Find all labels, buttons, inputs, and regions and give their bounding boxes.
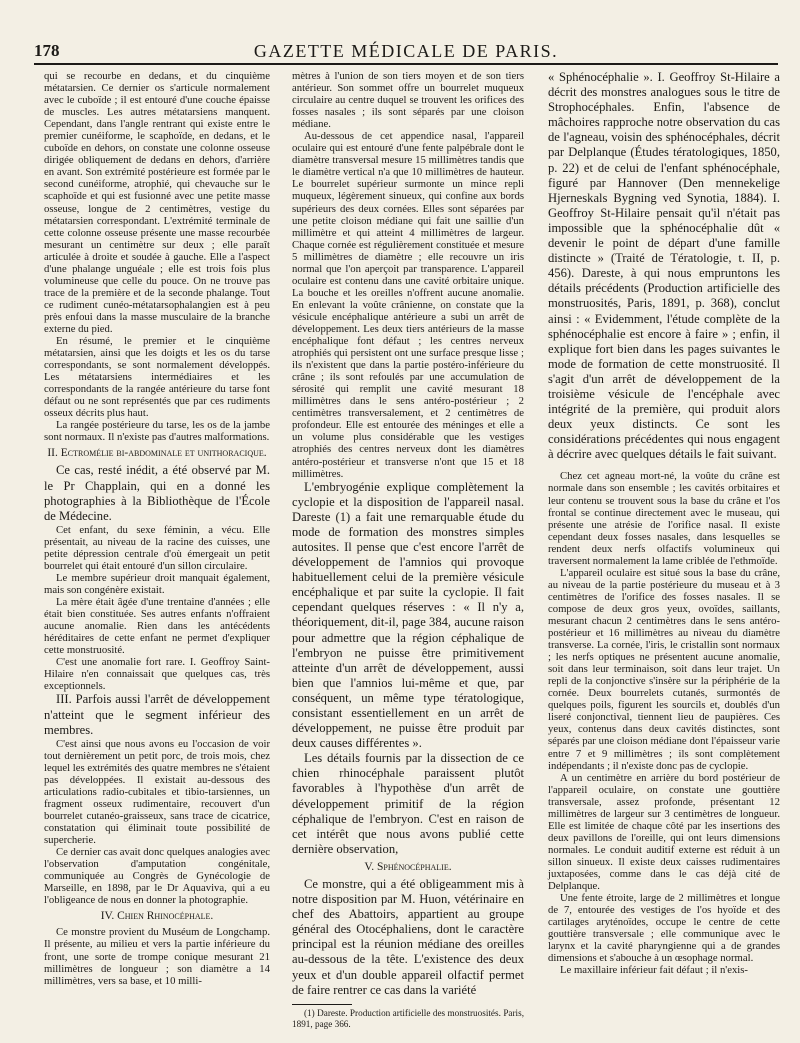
paragraph: L'appareil oculaire est situé sous la base du crâne, au niveau de la partie postérieure du museau et à 3 centimètres de l'orifice des fosses nasales. Il se compose de deux gros yeux, ovoïdes, saillants, mesurant chacun 2 centimètres dans le sens antéro-postérieur et 16 millimètres au niveau du diamètre transverse. La cornée, l'iris, le cristallin sont normaux ; les nerfs optiques ne présentent aucune anomalie, soit dans leur terminaison, soit dans leur trajet. Un repli de la conjonctive s'insère sur la périphérie de la cornée. Deux bourrelets cutanés, surmontés de quelques poils, figurent les sourcils et, doublés d'un liseré conjonctival, tiennent lieu de paupières. Ces yeux, contenus dans deux cavités distinctes, sont séparés par une cloison médiane dont l'épaisseur varie entre 7 et 9 millimètres ; ils sont complètement indépendants ; il n'existe donc pas de cyclopie. <box>548 566 780 772</box>
footnote-rule <box>292 1004 352 1005</box>
header-rule <box>34 63 778 65</box>
page-number: 178 <box>34 41 60 60</box>
paragraph: C'est ainsi que nous avons eu l'occasion de voir tout dernièrement un petit porc, de trois mois, chez lequel les extrémités des quatre membres ne s'étaient pas développées. Il existait au-dessous des articulations radio-cubitales et tibio-tarsiennes, un fragment osseux rudimentaire, recouvert d'un bourrelet cutanéo-graisseux, sans trace de cicatrice, constatation qui éliminait toute possibilité de supercherie. <box>44 737 270 847</box>
journal-title: GAZETTE MÉDICALE DE PARIS. <box>253 41 559 61</box>
paragraph: Au-dessous de cet appendice nasal, l'appareil oculaire qui est entouré d'une fente palpébrale dont le diamètre transversal mesure 15 millimètres tandis que le diamètre vertical n'a que 10 millimètres de hauteur. Le bourrelet supérieur surmonte un mince repli muqueux, légèrement sinueux, qui confine aux bords supérieurs des deux cornées. Elles sont séparées par une petite cloison médiane qui fait une saillie d'un millimètre et qui atteint 4 millimètres de largeur. Chaque cornée est régulièrement constituée et mesure 5 millimètres de diamètre ; elle recouvre un iris normal que l'on aperçoit par transparence. L'appareil oculaire est contenu dans une cavité orbitaire unique. La bouche et les oreilles n'offrent aucune anomalie. En enlevant la voûte crânienne, on constate que la vésicule encéphalique antérieure a subi un arrêt de développement. Les deux tiers antérieurs de la masse encéphalique font défaut ; les centres nerveux atrophiés qui persistent ont une surface presque lisse ; ils n'existent que dans la partie postéro-inférieure du crâne ; ils sont refoulés par une accumulation de sérosité qui remplit une cavité mesurant 18 millimètres dans le sens antéro-postérieur ; 2 centimètres transversalement, et 2 centimètres de profondeur. Elle est entourée des méninges et elle a un volume plus considérable que les vestiges atrophiés des centres nerveux dont les diamètres antéro-postérieur et transverse n'ont que 15 et 18 millimètres. <box>292 130 524 480</box>
paragraph: A un centimètre en arrière du bord postérieur de l'appareil oculaire, on constate une gouttière transversale, assez profonde, présentant 12 millimètres de largeur sur 3 centimètres de longueur. Elle est limitée de chaque côté par les insertions des deux pavillons de l'oreille, qui ont leurs dimensions normales. Le conduit auditif externe est réduit à un sillon sinueux. Il existe deux caisses rudimentaires juxtaposées, comme dans le cas déjà cité de Delplanque. <box>548 771 780 893</box>
section-heading: III. Parfois aussi l'arrêt de développement n'atteint que le segment inférieur des membres. <box>44 692 270 737</box>
section-heading: II. Ectromélie bi-abdominale et unithoracique. <box>47 447 267 460</box>
footnote: (1) Dareste. Production artificielle des monstruosités. Paris, 1891, page 366. <box>292 1007 524 1029</box>
paragraph: La mère était âgée d'une trentaine d'années ; elle était bien constituée. Ses autres enfants n'offraient aucune anomalie. Rien dans les antécédents héréditaires de cette enfant ne permet d'expliquer cette monstruosité. <box>44 596 270 657</box>
paragraph: L'embryogénie explique complètement la cyclopie et la disposition de l'appareil nasal. Dareste (1) a fait une remarquable étude du mode de formation des monstres simples autosites. Il pense que c'est encore l'arrêt de développement de l'amnios qui provoque habituellement celui de la première vésicule encéphalique et par suite la cyclopie. Il fait cependant quelques réserves : « Il n'y a, théoriquement, dit-il, page 384, aucune raison pour admettre que la région céphalique de l'embryon ne puisse être primitivement atteinte d'un arrêt de développement, aussi bien que l'amnios lui-même et que, par conséquent, un même type tératologique, consistant essentiellement en un arrêt de développement, ne puisse être produit par deux causes différentes ». <box>292 479 524 751</box>
paragraph: La rangée postérieure du tarse, les os de la jambe sont normaux. Il n'existe pas d'autres malformations. <box>44 419 270 444</box>
paragraph: Le membre supérieur droit manquait également, mais son congénère existait. <box>44 572 270 597</box>
paragraph: C'est une anomalie fort rare. I. Geoffroy Saint-Hilaire n'en connaissait que quelques cas, très exceptionnels. <box>44 656 270 693</box>
section-heading: V. Sphénocéphalie. <box>364 860 452 873</box>
column-right <box>548 70 780 1020</box>
column-middle <box>292 70 524 1029</box>
paragraph: mètres à l'union de son tiers moyen et de son tiers antérieur. Son sommet offre un bourrelet muqueux circulaire au centre duquel se trouvent les orifices des fosses nasales ; ils sont séparés par une cloison médiane. <box>292 70 524 131</box>
page-header <box>34 37 778 63</box>
paragraph: Les détails fournis par la dissection de ce chien rhinocéphale paraissent plutôt favorables à l'hypothèse d'un arrêt de développement primitif de la région céphalique de l'embryon. C'est en raison de cet intérêt que nous avons publié cette dernière observation, <box>292 751 524 856</box>
paragraph: Cet enfant, du sexe féminin, a vécu. Elle présentait, au niveau de la racine des cuisses, une petite dépression centrale d'où émergeait un petit bourrelet qui était entouré d'un sillon circulaire. <box>44 523 270 572</box>
paragraph-gap <box>548 462 780 470</box>
section-heading: IV. Chien Rhinocéphale. <box>100 910 214 923</box>
paragraph: Ce monstre, qui a été obligeamment mis à notre disposition par M. Huon, vétérinaire en chef des Abattoirs, appartient au groupe général des Otocéphaliens, dont le caractère principal est la réunion médiane des oreilles au-dessous de la tête. L'existence des deux yeux et d'un double appareil olfactif permet de faire rentrer ce cas dans la variété <box>292 876 524 997</box>
paragraph: Ce monstre provient du Muséum de Longchamp. Il présente, au milieu et vers la partie inférieure du front, une sorte de trompe conique mesurant 21 millimètres de longueur ; son diamètre a 14 millimètres, vers sa base, et 10 milli- <box>44 926 270 987</box>
paragraph: qui se recourbe en dedans, et du cinquième métatarsien. Ce dernier os s'articule normalement avec le cuboïde ; il est entouré d'une couche épaisse de muscles. Les autres métatarsiens manquent. Cependant, dans l'angle rentrant qui existe entre le premier cunéiforme, le scaphoïde, en dedans, et le cuboïde en dehors, on constate une colonne osseuse dirigée obliquement de dedans en dehors, d'arrière en avant. Son extrémité postérieure est formée par le second cunéiforme, atrophié, qui chevauche sur le scaphoïde et qui est fusionné avec une petite masse osseuse, longue de 2 centimètres, vestige du métatarsien correspondant. L'extrémité terminale de cette colonne osseuse présente une masse recourbée mesurant un centimètre sur deux ; elle paraît articulée à droite et soudée à gauche. Elle a l'aspect d'une phalange unguéale ; elle est trois fois plus volumineuse que celle du pouce. On ne trouve pas trace de la première et de la seconde phalange. Tout ce rudiment cunéo-métatarsophalangien est à peu près enfoui dans la masse musculaire de la branche externe du pied. <box>44 70 270 335</box>
paragraph: « Sphénocéphalie ». I. Geoffroy St-Hilaire a décrit des monstres analogues sous le titre de Strophocéphales. Enfin, l'absence de mâchoires rapproche notre observation du cas de l'agneau, voisin des sphénocéphales, décrit par Delplanque (Études tératologiques, 1850, p. 22) et de celui de l'enfant sphénocéphale, figuré par Hannover (Den mennekelige Hjerneskals Bygning ved Synotia, 1884). I. Geoffroy St-Hilaire pensait qu'il n'était pas impossible que la sphénocéphalie dût « devenir le point de départ d'une famille distincte » (Traité de Tératologie, t. II, p. 456). Dareste, à qui nous empruntons les détails précédents (Production artificielle des monstruosités, Paris, 1891, p. 368), conclut ainsi : « Evidemment, l'étude complète de la sphénocéphalie est encore à faire » ; enfin, il explique fort bien dans les pages suivantes le mode de formation de cette monstruosité. Il s'agit d'un arrêt de développement de la troisième vésicule de l'encéphale avec intégrité de la première, qui produit alors deux yeux distincts. Ce sont les considérations précédentes qui nous engagent à décrire avec quelques détails le fait suivant. <box>548 70 780 462</box>
paragraph: Le maxillaire inférieur fait défaut ; il n'exis- <box>560 964 748 977</box>
paragraph: En résumé, le premier et le cinquième métatarsien, ainsi que les doigts et les os du tarse correspondants, se sont normalement développés. Les métatarsiens intermédiaires et les correspondants de la rangée antérieure du tarse font défaut ou ne sont représentés que par ces rudiments osseux décrits plus haut. <box>44 335 270 420</box>
paragraph: Chez cet agneau mort-né, la voûte du crâne est normale dans son ensemble ; les cavités orbitaires et leur contenu se trouvent sous la base du crâne et l'os frontal se continue directement avec le museau, qui présente une atrésie de l'orifice nasal. Il existe cependant deux fosses nasales, dans lesquelles se rendent deux nerfs olfactifs volumineux qui traversent normalement la lame criblée de l'ethmoïde. <box>548 470 780 567</box>
paragraph: Ce dernier cas avait donc quelques analogies avec l'observation d'amputation congénitale, communiquée au Congrès de Gynécologie de Marseille, en 1898, par le Dr Aquaviva, qui a eu l'obligeance de nous en donner la photographie. <box>44 846 270 907</box>
paragraph: Ce cas, resté inédit, a été observé par M. le Pr Chapplain, qui en a donné les photographies à la Bibliothèque de l'École de Médecine. <box>44 463 270 523</box>
column-left <box>44 70 270 1020</box>
paragraph: Une fente étroite, large de 2 millimètres et longue de 7, entourée des vestiges de l'os hyoïde et des cartilages aryténoïdes, occupe le centre de cette gouttière transversale ; elle communique avec le larynx et la cavité pharyngienne qui a de grandes dimensions et s'abouche à un œsophage normal. <box>548 892 780 965</box>
